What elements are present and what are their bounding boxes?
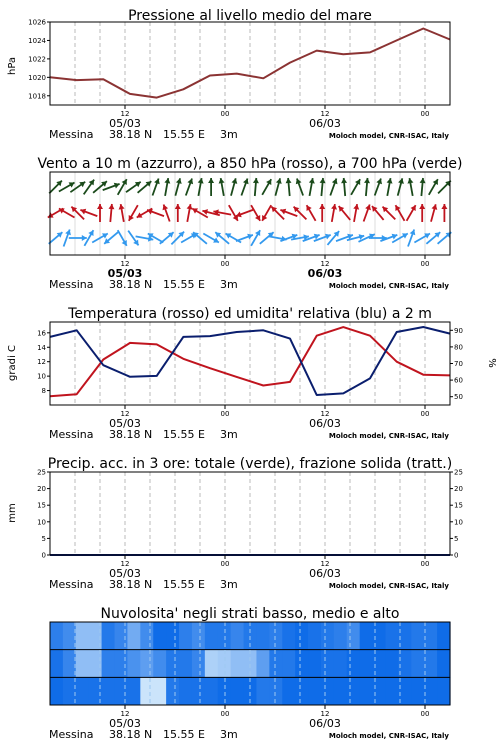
- wind-arrow: [441, 204, 447, 222]
- cloud-footer: [49, 728, 449, 741]
- temperature-humidity-panel: [7, 306, 497, 441]
- wind-arrow: [414, 233, 430, 242]
- wind-arrow-head: [175, 204, 181, 209]
- wind-arrow: [438, 181, 451, 194]
- model-credit: Moloch model, CNR-ISAC, Italy: [328, 282, 449, 290]
- cloud-cell: [321, 622, 335, 650]
- station-elev: 3m: [220, 728, 238, 741]
- wind-arrow: [208, 178, 214, 196]
- cloud-cell: [308, 622, 322, 650]
- wind-arrow: [126, 182, 141, 192]
- pressure-yticks: [28, 19, 50, 101]
- cloud-cell: [360, 622, 374, 650]
- cloud-cell: [153, 622, 167, 650]
- station-elev: 3m: [220, 578, 238, 591]
- x-tick-label: 12: [120, 710, 130, 718]
- wind-arrow: [219, 178, 225, 196]
- cloud-cell: [437, 622, 451, 650]
- wind-arrow: [262, 205, 271, 221]
- cloud-cell: [295, 650, 309, 678]
- cloud-cell: [256, 622, 270, 650]
- cloud-cell: [192, 622, 206, 650]
- wind-arrow: [419, 204, 425, 222]
- wind-arrow: [231, 178, 237, 195]
- station-lat: 38.18 N: [109, 278, 153, 291]
- cloud-cell: [282, 677, 296, 705]
- y-tick-label: 5: [41, 534, 46, 543]
- y-tick-label: 20: [454, 485, 463, 494]
- y-tick-label: 10: [454, 518, 463, 527]
- x-tick-label: 00: [220, 410, 230, 418]
- cloud-cell: [166, 622, 180, 650]
- cloud-cell: [321, 650, 335, 678]
- wind-arrow-head: [419, 204, 425, 209]
- precipitation-ylabel: mm: [7, 503, 18, 523]
- cloud-cell: [115, 622, 128, 650]
- y-tick-label: 15: [454, 501, 463, 510]
- wind-arrow: [129, 205, 138, 221]
- wind-arrow: [296, 179, 303, 196]
- cloud-cell: [205, 622, 219, 650]
- wind-arrow: [407, 205, 416, 221]
- cloud-cell: [282, 622, 296, 650]
- wind-arrow: [251, 205, 260, 221]
- y-tick-label: 20: [37, 485, 46, 494]
- cloud-cell: [437, 650, 451, 678]
- cloud-cell: [334, 622, 348, 650]
- cloud-cell: [205, 650, 219, 678]
- cloud-cell: [153, 677, 167, 705]
- cloud-cell: [115, 677, 128, 705]
- cloud-cell: [102, 622, 116, 650]
- cloud-xaxis: [109, 705, 429, 730]
- wind-arrow: [175, 178, 181, 195]
- x-tick-label: 00: [220, 710, 230, 718]
- temperature-footer: [49, 428, 449, 441]
- station-name: Messina: [49, 128, 94, 141]
- cloud-cell: [424, 622, 438, 650]
- x-tick-label: 12: [320, 110, 330, 118]
- wind-panel: [37, 156, 462, 291]
- wind-arrow: [319, 204, 325, 222]
- pressure-xaxis: [109, 105, 429, 130]
- cloud-cell: [63, 650, 77, 678]
- pressure-footer: [49, 128, 449, 141]
- model-credit: Moloch model, CNR-ISAC, Italy: [328, 432, 449, 440]
- x-tick-label: 12: [320, 560, 330, 568]
- wind-arrow: [341, 178, 347, 196]
- wind-arrow: [364, 178, 370, 196]
- wind-arrow: [262, 179, 271, 195]
- wind-arrow: [438, 232, 452, 244]
- temperature-ylabel: gradi C: [7, 345, 18, 381]
- cloud-cell: [269, 677, 283, 705]
- cloud-cell: [424, 650, 438, 678]
- y-tick-label: 50: [454, 393, 463, 402]
- date-label: 06/03: [309, 717, 341, 730]
- wind-arrow: [331, 204, 337, 222]
- station-lon: 15.55 E: [163, 428, 205, 441]
- cloud-cell: [347, 677, 361, 705]
- cloud-cell: [179, 650, 193, 678]
- wind-arrow: [375, 179, 382, 196]
- wind-arrow: [164, 178, 170, 196]
- cloud-cell: [179, 622, 193, 650]
- wind-grid: [75, 172, 425, 255]
- cloud-cell: [166, 650, 180, 678]
- cloud-cell: [360, 677, 374, 705]
- date-label: 05/03: [109, 117, 141, 130]
- x-tick-label: 12: [120, 560, 130, 568]
- x-tick-label: 00: [220, 260, 230, 268]
- station-lat: 38.18 N: [109, 728, 153, 741]
- wind-arrow: [286, 178, 292, 196]
- station-name: Messina: [49, 728, 94, 741]
- cloud-cell: [231, 677, 245, 705]
- cloud-cell: [63, 677, 77, 705]
- cloud-cell: [347, 650, 361, 678]
- x-tick-label: 00: [420, 560, 430, 568]
- station-elev: 3m: [220, 428, 238, 441]
- cloud-cell: [256, 677, 270, 705]
- x-tick-label: 12: [320, 260, 330, 268]
- temperature-grid: [75, 322, 425, 405]
- x-tick-label: 00: [220, 110, 230, 118]
- wind-arrow: [175, 204, 181, 222]
- wind-arrow: [383, 207, 396, 220]
- cloud-cell: [127, 650, 141, 678]
- wind-arrow: [186, 179, 193, 196]
- date-label: 06/03: [309, 117, 341, 130]
- cloud-cell: [269, 650, 283, 678]
- cloud-cell: [424, 677, 438, 705]
- precipitation-panel: [7, 456, 463, 591]
- y-tick-label: 0: [454, 551, 459, 560]
- cloud-cell: [127, 622, 141, 650]
- y-tick-label: 25: [37, 468, 46, 477]
- precipitation-yticks-right: [450, 469, 463, 560]
- wind-arrow: [59, 208, 75, 217]
- x-tick-label: 12: [320, 710, 330, 718]
- y-tick-label: 15: [37, 501, 46, 510]
- wind-arrow: [330, 179, 337, 196]
- date-label: 05/03: [109, 417, 141, 430]
- cloud-cell: [179, 677, 193, 705]
- wind-arrow: [160, 232, 174, 244]
- cloud-cell: [411, 622, 425, 650]
- wind-arrow: [84, 180, 94, 195]
- cloud-cell: [218, 622, 232, 650]
- cloud-cell: [153, 650, 167, 678]
- wind-arrow-head: [232, 178, 238, 184]
- y-tick-label: 5: [454, 534, 459, 543]
- precipitation-footer: [49, 578, 449, 591]
- cloud-cell: [231, 622, 245, 650]
- wind-arrow-head: [109, 204, 115, 209]
- wind-arrow: [128, 231, 138, 246]
- y-tick-label: 10: [37, 372, 46, 381]
- station-lon: 15.55 E: [163, 728, 205, 741]
- cloud-cover-panel: [49, 606, 451, 741]
- precipitation-yticks: [37, 469, 50, 560]
- cloud-cell: [63, 622, 77, 650]
- y-tick-label: 90: [454, 326, 463, 335]
- wind-arrow: [97, 204, 103, 222]
- y-tick-label: 1026: [28, 18, 46, 27]
- cloud-cell: [76, 622, 90, 650]
- y-tick-label: 12: [37, 358, 46, 367]
- cloud-cell: [205, 677, 219, 705]
- station-lon: 15.55 E: [163, 128, 205, 141]
- date-label: 05/03: [109, 567, 141, 580]
- wind-arrow: [49, 232, 63, 244]
- wind-arrow: [408, 230, 415, 247]
- cloud-cell: [102, 650, 116, 678]
- wind-title: Vento a 10 m (azzurro), a 850 hPa (rosso), a 700 hPa (verde): [37, 156, 463, 172]
- cloud-cell: [295, 677, 309, 705]
- cloud-cell: [76, 677, 90, 705]
- cloud-cell: [437, 677, 451, 705]
- wind-arrow: [153, 179, 160, 196]
- cloud-cell: [321, 677, 335, 705]
- wind-arrow-head: [432, 204, 438, 210]
- wind-arrow: [69, 235, 87, 241]
- cloud-cell: [411, 677, 425, 705]
- cloud-cell: [140, 622, 154, 650]
- wind-arrow-head: [176, 178, 182, 184]
- cloud-cell: [308, 677, 322, 705]
- cloud-cell: [334, 677, 348, 705]
- x-tick-label: 00: [220, 560, 230, 568]
- temperature-xaxis: [109, 405, 429, 430]
- cloud-cell: [295, 622, 309, 650]
- wind-arrow: [372, 206, 384, 220]
- wind-arrow: [271, 207, 284, 220]
- station-lat: 38.18 N: [109, 428, 153, 441]
- date-label: 06/03: [307, 267, 343, 280]
- cloud-cell: [218, 677, 232, 705]
- wind-arrow: [275, 178, 281, 195]
- station-elev: 3m: [220, 278, 238, 291]
- station-elev: 3m: [220, 128, 238, 141]
- wind-arrow: [351, 179, 360, 195]
- cloud-cell: [282, 650, 296, 678]
- wind-arrow: [387, 178, 393, 196]
- cloud-cell: [127, 677, 141, 705]
- station-name: Messina: [49, 428, 94, 441]
- y-tick-label: 16: [37, 329, 46, 338]
- x-tick-label: 12: [120, 260, 130, 268]
- y-tick-label: 1020: [28, 73, 46, 82]
- wind-arrow: [163, 205, 170, 222]
- wind-arrow-head: [441, 204, 447, 209]
- wind-arrow: [364, 205, 371, 222]
- temperature-yticks: [37, 329, 50, 395]
- cloud-cell: [50, 650, 64, 678]
- date-label: 05/03: [107, 267, 143, 280]
- cloud-cell: [218, 650, 232, 678]
- pressure-ylabel: hPa: [7, 56, 18, 76]
- model-credit: Moloch model, CNR-ISAC, Italy: [328, 732, 449, 740]
- wind-arrow: [309, 178, 315, 196]
- y-tick-label: 1022: [28, 55, 46, 64]
- y-tick-label: 60: [454, 376, 463, 385]
- wind-arrow: [226, 233, 242, 242]
- cloud-cell: [76, 650, 90, 678]
- wind-arrow: [339, 206, 351, 220]
- wind-arrow-head: [341, 178, 347, 183]
- cloud-cell: [102, 677, 116, 705]
- wind-arrow: [307, 205, 316, 221]
- wind-arrow: [253, 178, 259, 196]
- wind-arrow: [80, 209, 97, 216]
- wind-arrow: [260, 232, 274, 244]
- wind-arrow: [408, 178, 414, 196]
- x-tick-label: 00: [420, 260, 430, 268]
- precipitation-xaxis: [109, 555, 429, 580]
- cloud-cell: [256, 650, 270, 678]
- model-credit: Moloch model, CNR-ISAC, Italy: [328, 132, 449, 140]
- wind-arrow-head: [208, 178, 214, 183]
- humidity-yticks: [450, 327, 463, 401]
- cloud-cell: [347, 622, 361, 650]
- y-tick-label: 1024: [28, 36, 46, 45]
- x-tick-label: 00: [420, 710, 430, 718]
- wind-arrow-head: [97, 204, 103, 209]
- cloud-cell: [50, 622, 64, 650]
- wind-arrow: [187, 204, 193, 222]
- station-name: Messina: [49, 278, 94, 291]
- cloud-cell: [231, 650, 245, 678]
- wind-arrow: [353, 204, 359, 222]
- cloud-cell: [192, 650, 206, 678]
- wind-arrow: [198, 178, 204, 196]
- cloud-cell: [269, 622, 283, 650]
- cloud-cell: [385, 677, 399, 705]
- x-tick-label: 12: [320, 410, 330, 418]
- wind-arrow-head: [253, 178, 259, 183]
- date-label: 05/03: [109, 717, 141, 730]
- date-label: 06/03: [309, 417, 341, 430]
- x-tick-label: 00: [420, 110, 430, 118]
- precipitation-title: Precip. acc. in 3 ore: totale (verde), frazione solida (tratt.): [47, 456, 453, 472]
- wind-arrow: [431, 204, 437, 221]
- x-tick-label: 12: [120, 410, 130, 418]
- cloud-cell: [334, 650, 348, 678]
- cloud-cell: [308, 650, 322, 678]
- wind-arrow: [251, 230, 260, 246]
- wind-arrow: [229, 205, 238, 221]
- cloud-cell: [360, 650, 374, 678]
- wind-arrow-head: [364, 178, 370, 183]
- station-lon: 15.55 E: [163, 278, 205, 291]
- y-tick-label: 8: [41, 387, 46, 396]
- cloud-cell: [192, 677, 206, 705]
- cloud-cell: [166, 677, 180, 705]
- wind-arrow: [109, 204, 115, 222]
- date-label: 06/03: [309, 567, 341, 580]
- cloud-title: Nuvolosita' negli strati basso, medio e alto: [100, 606, 400, 622]
- wind-arrow: [328, 231, 340, 245]
- cloud-cell: [385, 622, 399, 650]
- wind-arrow-head: [276, 178, 282, 184]
- wind-arrow-head: [319, 204, 325, 209]
- wind-arrow-head: [398, 178, 404, 184]
- cloud-cell: [140, 677, 154, 705]
- cloud-cell: [50, 677, 64, 705]
- wind-xaxis: [108, 255, 430, 280]
- station-name: Messina: [49, 578, 94, 591]
- wind-arrow-head: [82, 235, 87, 241]
- pressure-panel: [7, 8, 450, 141]
- model-credit: Moloch model, CNR-ISAC, Italy: [328, 582, 449, 590]
- wind-arrow: [241, 179, 248, 196]
- y-tick-label: 80: [454, 343, 463, 352]
- x-tick-label: 12: [120, 110, 130, 118]
- cloud-cell: [385, 650, 399, 678]
- station-lat: 38.18 N: [109, 128, 153, 141]
- humidity-ylabel: %: [486, 358, 497, 368]
- wind-arrow: [119, 204, 125, 222]
- y-tick-label: 10: [37, 518, 46, 527]
- y-tick-label: 14: [37, 343, 46, 352]
- wind-footer: [49, 278, 449, 291]
- wind-arrow: [398, 178, 404, 195]
- precipitation-grid: [75, 472, 425, 555]
- y-tick-label: 1018: [28, 92, 46, 101]
- y-tick-label: 70: [454, 360, 463, 368]
- y-tick-label: 25: [454, 468, 463, 477]
- temperature-title: Temperatura (rosso) ed umidita' relativa (blu) a 2 m: [68, 306, 432, 322]
- pressure-title: Pressione al livello medio del mare: [128, 8, 372, 24]
- station-lon: 15.55 E: [163, 578, 205, 591]
- y-tick-label: 0: [41, 551, 46, 560]
- cloud-cell: [140, 650, 154, 678]
- station-lat: 38.18 N: [109, 578, 153, 591]
- x-tick-label: 00: [420, 410, 430, 418]
- cloud-cell: [115, 650, 128, 678]
- wind-arrow: [429, 179, 438, 195]
- wind-arrow-head: [286, 178, 292, 183]
- cloud-cell: [411, 650, 425, 678]
